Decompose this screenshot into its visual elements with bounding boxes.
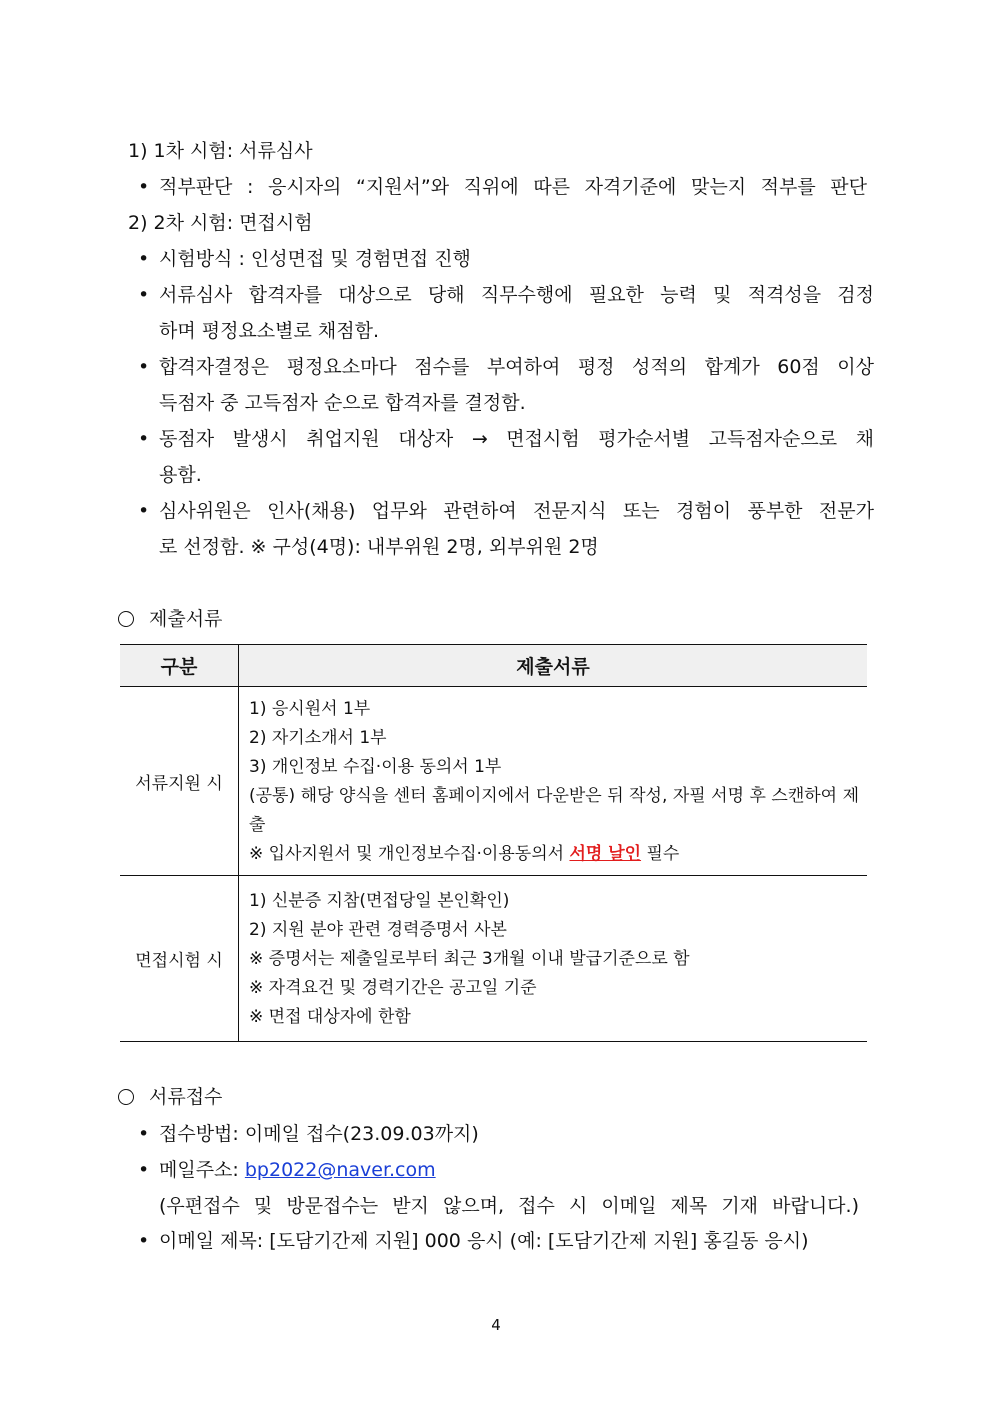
receipt-heading: 서류접수 [149, 1086, 223, 1108]
row-documents [239, 687, 868, 876]
list-item: 3) 개인정보 수집·이용 동의서 1부 [249, 757, 502, 777]
common-note: (공통) 해당 양식을 센터 홈페이지에서 다운받은 뒤 작성, 자필 서명 후 스캔하여 제출 [249, 786, 859, 835]
signature-warning [249, 840, 859, 869]
bullet-icon: • [138, 356, 150, 378]
email-label: 메일주소: [159, 1159, 245, 1181]
table-header-row [120, 645, 867, 687]
list-item: 1) 신분증 지참(면접당일 본인확인) [249, 891, 510, 911]
bullet-icon: • [138, 1159, 150, 1181]
row-documents [239, 876, 868, 1042]
warning-suffix: 필수 [641, 844, 680, 864]
row-category: 서류지원 시 [120, 687, 239, 876]
exam-bullet-screening: 서류심사 합격자를 대상으로 당해 직무수행에 필요한 능력 및 적격성을 검정 [159, 284, 874, 306]
exam-bullet-decision: 합격자결정은 평정요소마다 점수를 부여하여 평정 성적의 합계가 60점 이상 [159, 356, 874, 378]
email-link[interactable]: bp2022@naver.com [244, 1159, 436, 1181]
bullet-icon: • [138, 1123, 150, 1145]
page-number: 4 [491, 1316, 501, 1334]
bullet-icon: • [138, 284, 150, 306]
list-item: 2) 지원 분야 관련 경력증명서 사본 [249, 920, 507, 940]
list-item: ※ 자격요건 및 경력기간은 공고일 기준 [249, 978, 537, 998]
table-row [120, 876, 867, 1042]
exam-bullet-method: 시험방식 : 인성면접 및 경험면접 진행 [159, 248, 471, 270]
table-header-category: 구분 [120, 645, 239, 687]
circle-bullet-icon [118, 611, 134, 627]
receipt-method: 접수방법: 이메일 접수(23.09.03까지) [159, 1123, 479, 1145]
row-category: 면접시험 시 [120, 876, 239, 1042]
circle-bullet-icon [118, 1089, 134, 1105]
exam-bullet-screening-cont: 하며 평정요소별로 채점함. [159, 320, 380, 342]
bullet-icon: • [138, 248, 150, 270]
second-exam-heading: 2) 2차 시험: 면접시험 [128, 212, 313, 234]
table-header-documents: 제출서류 [239, 645, 868, 687]
first-exam-bullet: 적부판단 : 응시자의 “지원서”와 직위에 따른 자격기준에 맞는지 적부를 판단 [159, 176, 867, 198]
list-item: 1) 응시원서 1부 [249, 699, 371, 719]
bullet-icon: • [138, 1230, 150, 1252]
receipt-email-note: (우편접수 및 방문접수는 받지 않으며, 접수 시 이메일 제목 기재 바랍니다.) [159, 1195, 859, 1217]
exam-bullet-tie-cont: 용함. [159, 464, 202, 486]
exam-bullet-committee: 심사위원은 인사(채용) 업무와 관련하여 전문지식 또는 경험이 풍부한 전문가 [159, 500, 874, 522]
list-item: ※ 면접 대상자에 한함 [249, 1007, 411, 1027]
first-exam-heading: 1) 1차 시험: 서류심사 [128, 140, 313, 162]
documents-table [120, 644, 867, 1042]
warning-highlight: 서명 날인 [569, 844, 642, 864]
list-item: 2) 자기소개서 1부 [249, 728, 387, 748]
table-row [120, 687, 867, 876]
bullet-icon: • [138, 428, 150, 450]
exam-bullet-decision-cont: 득점자 중 고득점자 순으로 합격자를 결정함. [159, 392, 526, 414]
exam-bullet-tie: 동점자 발생시 취업지원 대상자 → 면접시험 평가순서별 고득점자순으로 채 [159, 428, 874, 450]
receipt-subject: 이메일 제목: [도담기간제 지원] 000 응시 (예: [도담기간제 지원] 홍길동 응시) [159, 1230, 809, 1252]
warning-prefix: ※ 입사지원서 및 개인정보수집·이용동의서 [249, 844, 570, 864]
receipt-email-line [159, 1158, 436, 1182]
list-item: ※ 증명서는 제출일로부터 최근 3개월 이내 발급기준으로 함 [249, 949, 690, 969]
documents-heading: 제출서류 [149, 608, 223, 630]
bullet-icon: • [138, 176, 150, 198]
bullet-icon: • [138, 500, 150, 522]
exam-bullet-committee-cont: 로 선정함. ※ 구성(4명): 내부위원 2명, 외부위원 2명 [159, 536, 599, 558]
